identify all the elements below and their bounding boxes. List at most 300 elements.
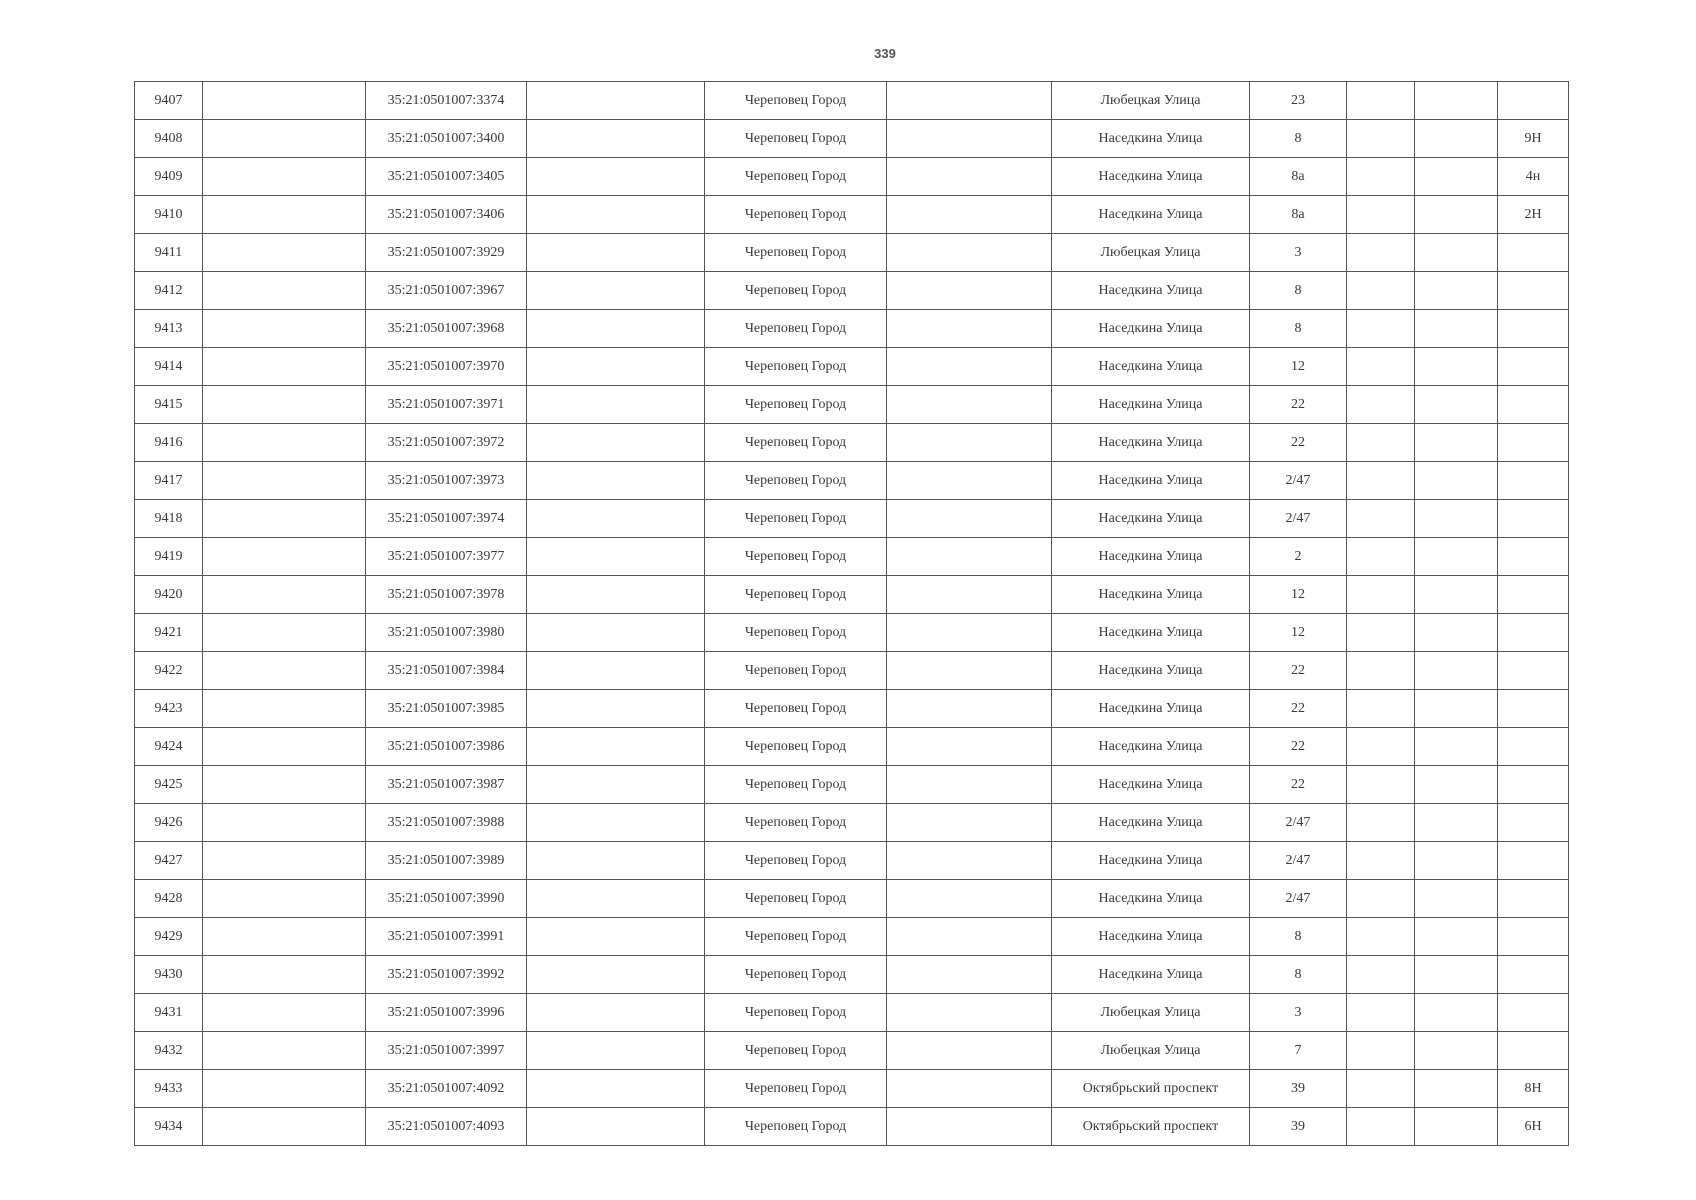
empty-cell — [887, 348, 1052, 386]
empty-cell — [1415, 766, 1498, 804]
house-number-cell: 8 — [1250, 272, 1347, 310]
row-number-cell: 9415 — [135, 386, 203, 424]
empty-cell — [1415, 728, 1498, 766]
cadastral-number-cell: 35:21:0501007:3374 — [366, 82, 527, 120]
empty-cell — [527, 842, 705, 880]
house-number-cell: 39 — [1250, 1108, 1347, 1146]
table-row — [135, 348, 1569, 386]
empty-cell — [1415, 880, 1498, 918]
property-registry-table — [134, 81, 1569, 1146]
empty-cell — [203, 348, 366, 386]
empty-cell — [1415, 500, 1498, 538]
empty-cell — [887, 1070, 1052, 1108]
house-number-cell: 22 — [1250, 424, 1347, 462]
empty-cell — [1415, 196, 1498, 234]
empty-cell — [527, 956, 705, 994]
city-cell: Череповец Город — [705, 1108, 887, 1146]
empty-cell — [203, 880, 366, 918]
street-cell: Любецкая Улица — [1052, 994, 1250, 1032]
cadastral-number-cell: 35:21:0501007:3997 — [366, 1032, 527, 1070]
table-row — [135, 994, 1569, 1032]
empty-cell — [203, 994, 366, 1032]
empty-cell — [1415, 462, 1498, 500]
empty-cell — [203, 690, 366, 728]
house-number-cell: 23 — [1250, 82, 1347, 120]
empty-cell — [1415, 956, 1498, 994]
cadastral-number-cell: 35:21:0501007:3988 — [366, 804, 527, 842]
empty-cell — [1415, 918, 1498, 956]
house-number-cell: 2/47 — [1250, 462, 1347, 500]
empty-cell — [1347, 1032, 1415, 1070]
empty-cell — [1347, 1070, 1415, 1108]
empty-cell — [1347, 310, 1415, 348]
table-row — [135, 386, 1569, 424]
table-row — [135, 652, 1569, 690]
empty-cell — [527, 1108, 705, 1146]
city-cell: Череповец Город — [705, 462, 887, 500]
house-number-cell: 12 — [1250, 614, 1347, 652]
row-number-cell: 9411 — [135, 234, 203, 272]
row-number-cell: 9420 — [135, 576, 203, 614]
premises-number-cell: 4н — [1498, 158, 1569, 196]
empty-cell — [1347, 424, 1415, 462]
empty-cell — [527, 880, 705, 918]
cadastral-number-cell: 35:21:0501007:3405 — [366, 158, 527, 196]
empty-cell — [887, 120, 1052, 158]
cadastral-number-cell: 35:21:0501007:3400 — [366, 120, 527, 158]
row-number-cell: 9414 — [135, 348, 203, 386]
house-number-cell: 12 — [1250, 348, 1347, 386]
table-row — [135, 614, 1569, 652]
street-cell: Наседкина Улица — [1052, 538, 1250, 576]
street-cell: Октябрьский проспект — [1052, 1070, 1250, 1108]
empty-cell — [1347, 234, 1415, 272]
table-row — [135, 918, 1569, 956]
row-number-cell: 9418 — [135, 500, 203, 538]
empty-cell — [203, 918, 366, 956]
city-cell: Череповец Город — [705, 424, 887, 462]
empty-cell — [1347, 82, 1415, 120]
empty-cell — [1347, 120, 1415, 158]
empty-cell — [203, 310, 366, 348]
street-cell: Наседкина Улица — [1052, 842, 1250, 880]
empty-cell — [203, 1070, 366, 1108]
empty-cell — [527, 614, 705, 652]
empty-cell — [1415, 272, 1498, 310]
table-row — [135, 538, 1569, 576]
row-number-cell: 9430 — [135, 956, 203, 994]
table-row — [135, 956, 1569, 994]
premises-number-cell — [1498, 462, 1569, 500]
empty-cell — [203, 158, 366, 196]
empty-cell — [1415, 576, 1498, 614]
empty-cell — [1347, 1108, 1415, 1146]
empty-cell — [203, 842, 366, 880]
street-cell: Наседкина Улица — [1052, 918, 1250, 956]
empty-cell — [527, 348, 705, 386]
street-cell: Октябрьский проспект — [1052, 1108, 1250, 1146]
row-number-cell: 9431 — [135, 994, 203, 1032]
premises-number-cell — [1498, 994, 1569, 1032]
empty-cell — [1347, 956, 1415, 994]
empty-cell — [527, 766, 705, 804]
premises-number-cell — [1498, 234, 1569, 272]
street-cell: Наседкина Улица — [1052, 500, 1250, 538]
house-number-cell: 8 — [1250, 310, 1347, 348]
empty-cell — [527, 576, 705, 614]
cadastral-number-cell: 35:21:0501007:3970 — [366, 348, 527, 386]
empty-cell — [1347, 728, 1415, 766]
row-number-cell: 9425 — [135, 766, 203, 804]
empty-cell — [527, 120, 705, 158]
house-number-cell: 8а — [1250, 196, 1347, 234]
empty-cell — [527, 690, 705, 728]
premises-number-cell — [1498, 310, 1569, 348]
empty-cell — [527, 1070, 705, 1108]
row-number-cell: 9410 — [135, 196, 203, 234]
empty-cell — [527, 272, 705, 310]
table-row — [135, 196, 1569, 234]
empty-cell — [887, 1108, 1052, 1146]
house-number-cell: 8а — [1250, 158, 1347, 196]
cadastral-number-cell: 35:21:0501007:3992 — [366, 956, 527, 994]
city-cell: Череповец Город — [705, 310, 887, 348]
street-cell: Любецкая Улица — [1052, 82, 1250, 120]
premises-number-cell — [1498, 424, 1569, 462]
cadastral-number-cell: 35:21:0501007:3996 — [366, 994, 527, 1032]
premises-number-cell: 2Н — [1498, 196, 1569, 234]
city-cell: Череповец Город — [705, 766, 887, 804]
table-row — [135, 500, 1569, 538]
empty-cell — [203, 424, 366, 462]
table-row — [135, 1070, 1569, 1108]
table-row — [135, 120, 1569, 158]
empty-cell — [527, 196, 705, 234]
city-cell: Череповец Город — [705, 272, 887, 310]
house-number-cell: 3 — [1250, 994, 1347, 1032]
empty-cell — [1415, 842, 1498, 880]
street-cell: Наседкина Улица — [1052, 728, 1250, 766]
premises-number-cell — [1498, 728, 1569, 766]
premises-number-cell — [1498, 652, 1569, 690]
table-row — [135, 462, 1569, 500]
street-cell: Наседкина Улица — [1052, 386, 1250, 424]
city-cell: Череповец Город — [705, 120, 887, 158]
empty-cell — [527, 652, 705, 690]
empty-cell — [527, 158, 705, 196]
row-number-cell: 9407 — [135, 82, 203, 120]
street-cell: Наседкина Улица — [1052, 120, 1250, 158]
cadastral-number-cell: 35:21:0501007:3989 — [366, 842, 527, 880]
city-cell: Череповец Город — [705, 234, 887, 272]
cadastral-number-cell: 35:21:0501007:3984 — [366, 652, 527, 690]
house-number-cell: 2 — [1250, 538, 1347, 576]
row-number-cell: 9429 — [135, 918, 203, 956]
cadastral-number-cell: 35:21:0501007:3986 — [366, 728, 527, 766]
cadastral-number-cell: 35:21:0501007:3990 — [366, 880, 527, 918]
empty-cell — [887, 158, 1052, 196]
empty-cell — [887, 766, 1052, 804]
empty-cell — [1347, 804, 1415, 842]
empty-cell — [203, 234, 366, 272]
empty-cell — [887, 500, 1052, 538]
cadastral-number-cell: 35:21:0501007:3985 — [366, 690, 527, 728]
empty-cell — [1347, 538, 1415, 576]
cadastral-number-cell: 35:21:0501007:3968 — [366, 310, 527, 348]
cadastral-number-cell: 35:21:0501007:3987 — [366, 766, 527, 804]
empty-cell — [1415, 386, 1498, 424]
table-row — [135, 766, 1569, 804]
empty-cell — [1347, 766, 1415, 804]
premises-number-cell — [1498, 500, 1569, 538]
premises-number-cell — [1498, 348, 1569, 386]
empty-cell — [203, 576, 366, 614]
city-cell: Череповец Город — [705, 880, 887, 918]
empty-cell — [203, 1032, 366, 1070]
empty-cell — [1347, 462, 1415, 500]
premises-number-cell: 6Н — [1498, 1108, 1569, 1146]
premises-number-cell — [1498, 1032, 1569, 1070]
empty-cell — [1347, 576, 1415, 614]
cadastral-number-cell: 35:21:0501007:4092 — [366, 1070, 527, 1108]
premises-number-cell — [1498, 690, 1569, 728]
premises-number-cell — [1498, 386, 1569, 424]
cadastral-number-cell: 35:21:0501007:4093 — [366, 1108, 527, 1146]
premises-number-cell — [1498, 614, 1569, 652]
empty-cell — [1347, 652, 1415, 690]
empty-cell — [527, 386, 705, 424]
empty-cell — [203, 196, 366, 234]
row-number-cell: 9412 — [135, 272, 203, 310]
street-cell: Наседкина Улица — [1052, 424, 1250, 462]
street-cell: Наседкина Улица — [1052, 196, 1250, 234]
row-number-cell: 9408 — [135, 120, 203, 158]
city-cell: Череповец Город — [705, 918, 887, 956]
street-cell: Наседкина Улица — [1052, 804, 1250, 842]
street-cell: Наседкина Улица — [1052, 690, 1250, 728]
table-row — [135, 310, 1569, 348]
house-number-cell: 12 — [1250, 576, 1347, 614]
row-number-cell: 9433 — [135, 1070, 203, 1108]
house-number-cell: 22 — [1250, 728, 1347, 766]
empty-cell — [887, 310, 1052, 348]
city-cell: Череповец Город — [705, 690, 887, 728]
empty-cell — [527, 500, 705, 538]
table-row — [135, 82, 1569, 120]
street-cell: Любецкая Улица — [1052, 234, 1250, 272]
house-number-cell: 8 — [1250, 120, 1347, 158]
street-cell: Наседкина Улица — [1052, 766, 1250, 804]
empty-cell — [887, 956, 1052, 994]
empty-cell — [887, 272, 1052, 310]
empty-cell — [527, 918, 705, 956]
empty-cell — [1415, 348, 1498, 386]
premises-number-cell — [1498, 766, 1569, 804]
empty-cell — [887, 880, 1052, 918]
empty-cell — [527, 82, 705, 120]
premises-number-cell — [1498, 880, 1569, 918]
empty-cell — [203, 1108, 366, 1146]
street-cell: Наседкина Улица — [1052, 880, 1250, 918]
house-number-cell: 7 — [1250, 1032, 1347, 1070]
empty-cell — [887, 196, 1052, 234]
row-number-cell: 9427 — [135, 842, 203, 880]
empty-cell — [887, 538, 1052, 576]
city-cell: Череповец Город — [705, 576, 887, 614]
house-number-cell: 22 — [1250, 386, 1347, 424]
house-number-cell: 2/47 — [1250, 880, 1347, 918]
empty-cell — [887, 842, 1052, 880]
table-row — [135, 728, 1569, 766]
empty-cell — [527, 994, 705, 1032]
table-body — [135, 82, 1569, 1146]
empty-cell — [527, 462, 705, 500]
empty-cell — [1415, 690, 1498, 728]
empty-cell — [1415, 614, 1498, 652]
premises-number-cell — [1498, 272, 1569, 310]
empty-cell — [1415, 652, 1498, 690]
empty-cell — [1347, 918, 1415, 956]
empty-cell — [527, 804, 705, 842]
street-cell: Наседкина Улица — [1052, 310, 1250, 348]
table-row — [135, 424, 1569, 462]
empty-cell — [1347, 348, 1415, 386]
city-cell: Череповец Город — [705, 538, 887, 576]
cadastral-number-cell: 35:21:0501007:3980 — [366, 614, 527, 652]
table-row — [135, 804, 1569, 842]
premises-number-cell — [1498, 538, 1569, 576]
empty-cell — [887, 690, 1052, 728]
table-row — [135, 272, 1569, 310]
empty-cell — [887, 728, 1052, 766]
empty-cell — [203, 614, 366, 652]
empty-cell — [887, 462, 1052, 500]
premises-number-cell — [1498, 842, 1569, 880]
premises-number-cell — [1498, 918, 1569, 956]
table-row — [135, 842, 1569, 880]
city-cell: Череповец Город — [705, 500, 887, 538]
empty-cell — [1415, 1070, 1498, 1108]
empty-cell — [1415, 158, 1498, 196]
empty-cell — [1347, 880, 1415, 918]
premises-number-cell — [1498, 576, 1569, 614]
table-row — [135, 576, 1569, 614]
empty-cell — [1347, 994, 1415, 1032]
row-number-cell: 9417 — [135, 462, 203, 500]
empty-cell — [887, 424, 1052, 462]
row-number-cell: 9428 — [135, 880, 203, 918]
empty-cell — [203, 386, 366, 424]
city-cell: Череповец Город — [705, 994, 887, 1032]
empty-cell — [1415, 82, 1498, 120]
premises-number-cell: 9Н — [1498, 120, 1569, 158]
street-cell: Наседкина Улица — [1052, 272, 1250, 310]
street-cell: Наседкина Улица — [1052, 614, 1250, 652]
empty-cell — [1347, 500, 1415, 538]
house-number-cell: 22 — [1250, 766, 1347, 804]
street-cell: Наседкина Улица — [1052, 576, 1250, 614]
cadastral-number-cell: 35:21:0501007:3972 — [366, 424, 527, 462]
city-cell: Череповец Город — [705, 158, 887, 196]
table-row — [135, 1032, 1569, 1070]
premises-number-cell — [1498, 804, 1569, 842]
empty-cell — [887, 1032, 1052, 1070]
house-number-cell: 22 — [1250, 690, 1347, 728]
city-cell: Череповец Город — [705, 386, 887, 424]
empty-cell — [203, 652, 366, 690]
empty-cell — [1415, 1108, 1498, 1146]
city-cell: Череповец Город — [705, 956, 887, 994]
empty-cell — [1415, 234, 1498, 272]
table-row — [135, 1108, 1569, 1146]
house-number-cell: 22 — [1250, 652, 1347, 690]
cadastral-number-cell: 35:21:0501007:3967 — [366, 272, 527, 310]
empty-cell — [887, 652, 1052, 690]
cadastral-number-cell: 35:21:0501007:3991 — [366, 918, 527, 956]
empty-cell — [887, 918, 1052, 956]
empty-cell — [1347, 690, 1415, 728]
empty-cell — [1415, 310, 1498, 348]
empty-cell — [887, 614, 1052, 652]
house-number-cell: 8 — [1250, 956, 1347, 994]
empty-cell — [887, 82, 1052, 120]
house-number-cell: 39 — [1250, 1070, 1347, 1108]
empty-cell — [527, 424, 705, 462]
table-row — [135, 234, 1569, 272]
empty-cell — [1415, 804, 1498, 842]
city-cell: Череповец Город — [705, 82, 887, 120]
cadastral-number-cell: 35:21:0501007:3978 — [366, 576, 527, 614]
empty-cell — [203, 728, 366, 766]
cadastral-number-cell: 35:21:0501007:3974 — [366, 500, 527, 538]
empty-cell — [203, 538, 366, 576]
row-number-cell: 9416 — [135, 424, 203, 462]
cadastral-number-cell: 35:21:0501007:3929 — [366, 234, 527, 272]
city-cell: Череповец Город — [705, 728, 887, 766]
empty-cell — [203, 804, 366, 842]
row-number-cell: 9434 — [135, 1108, 203, 1146]
page-number: 339 — [874, 46, 896, 61]
empty-cell — [1347, 158, 1415, 196]
house-number-cell: 8 — [1250, 918, 1347, 956]
empty-cell — [203, 500, 366, 538]
empty-cell — [1347, 842, 1415, 880]
street-cell: Наседкина Улица — [1052, 652, 1250, 690]
cadastral-number-cell: 35:21:0501007:3977 — [366, 538, 527, 576]
row-number-cell: 9426 — [135, 804, 203, 842]
row-number-cell: 9423 — [135, 690, 203, 728]
cadastral-number-cell: 35:21:0501007:3971 — [366, 386, 527, 424]
empty-cell — [527, 310, 705, 348]
street-cell: Любецкая Улица — [1052, 1032, 1250, 1070]
row-number-cell: 9413 — [135, 310, 203, 348]
empty-cell — [887, 994, 1052, 1032]
empty-cell — [887, 386, 1052, 424]
premises-number-cell — [1498, 82, 1569, 120]
city-cell: Череповец Город — [705, 1070, 887, 1108]
empty-cell — [1415, 120, 1498, 158]
premises-number-cell — [1498, 956, 1569, 994]
city-cell: Череповец Город — [705, 804, 887, 842]
empty-cell — [203, 272, 366, 310]
empty-cell — [527, 728, 705, 766]
empty-cell — [203, 462, 366, 500]
city-cell: Череповец Город — [705, 348, 887, 386]
cadastral-number-cell: 35:21:0501007:3973 — [366, 462, 527, 500]
empty-cell — [887, 804, 1052, 842]
city-cell: Череповец Город — [705, 614, 887, 652]
table-row — [135, 880, 1569, 918]
